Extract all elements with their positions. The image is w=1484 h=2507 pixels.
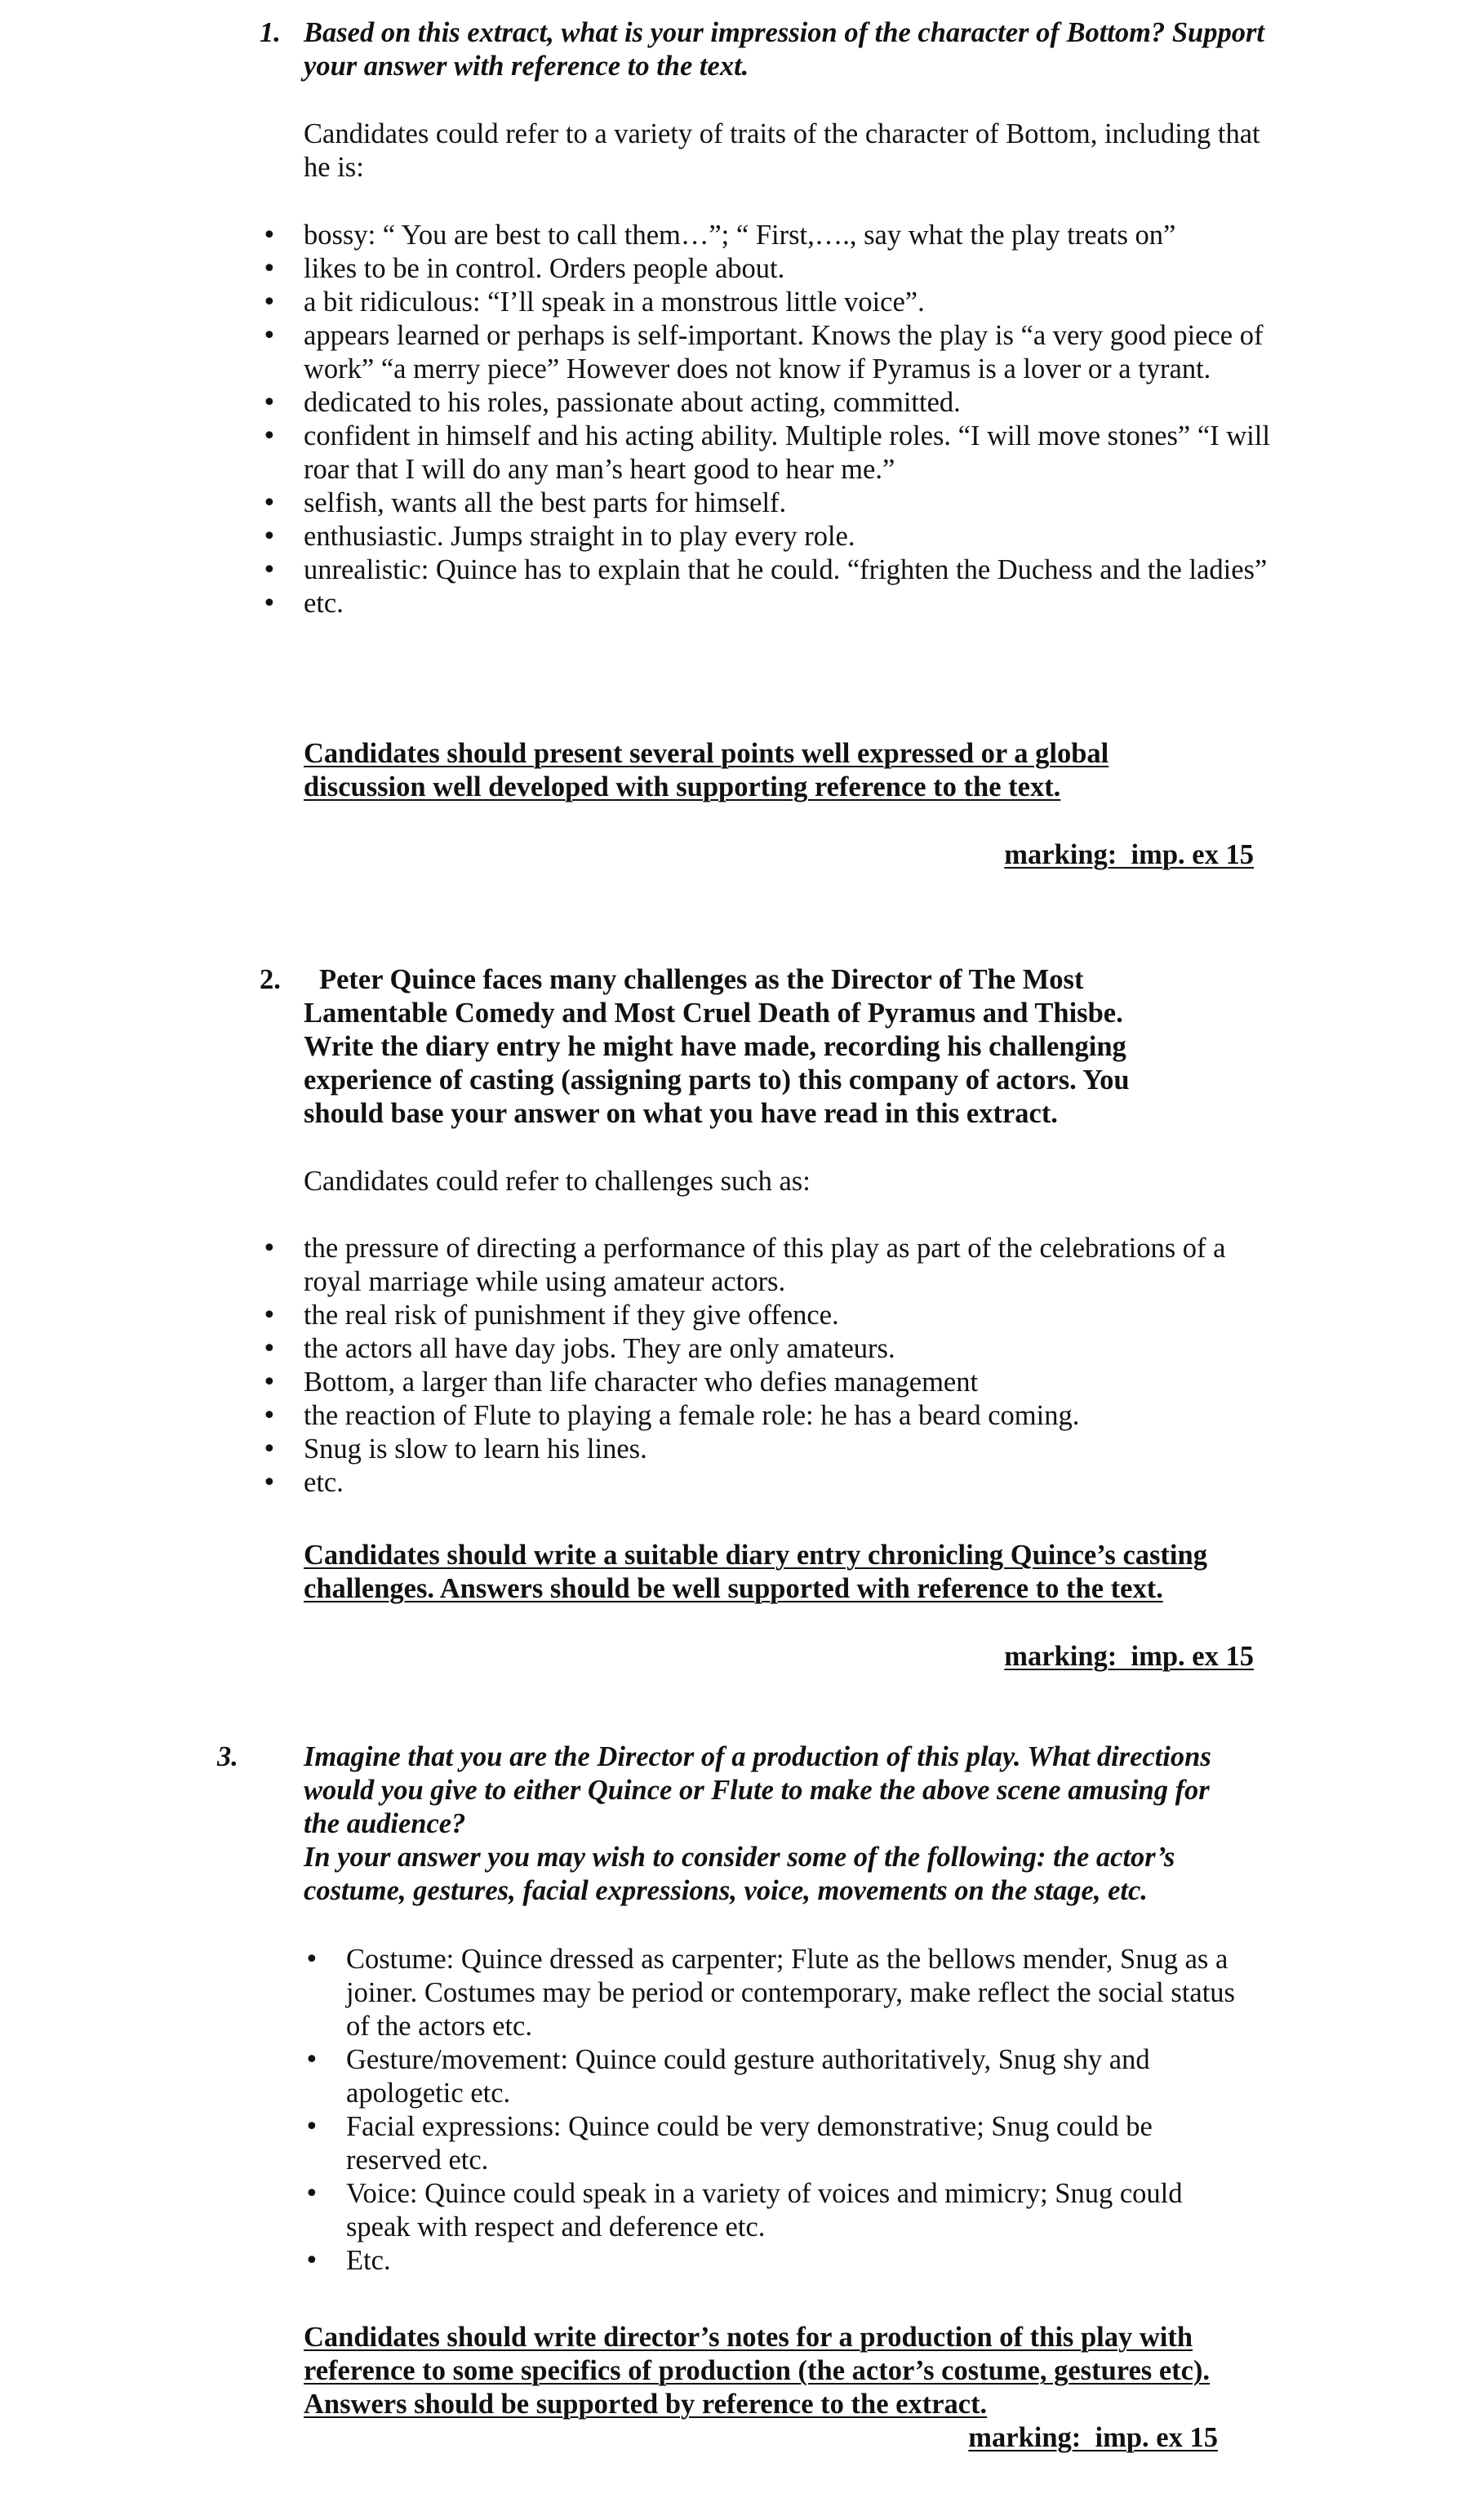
q1-guidance: Candidates should present several points well expressed or a global discussion well developed with supporting reference to the text. <box>304 738 1109 802</box>
q2-bullet: • the real risk of punishment if they give offence. <box>304 1299 1267 1332</box>
q2-guidance: Candidates should write a suitable diary entry chronicling Quince’s casting challenges. Answers should be well supported with reference to the text. <box>304 1540 1207 1604</box>
q1-bullet: • etc. <box>304 587 1275 620</box>
q1-bullet: • enthusiastic. Jumps straight in to play every role. <box>304 520 1275 553</box>
q3-question-extra: In your answer you may wish to consider some of the following: the actor’s costume, gestures, facial expressions, voice, movements on the stage, etc. <box>304 1842 1175 1906</box>
q1-number: 1. <box>260 17 281 48</box>
q3-marking: marking: imp. ex 15 <box>968 2422 1218 2453</box>
q2-bullet: • etc. <box>304 1466 1267 1500</box>
q3-bullet: • Facial expressions: Quince could be very demonstrative; Snug could be reserved etc. <box>346 2110 1252 2177</box>
q1-bullet: • appears learned or perhaps is self-important. Knows the play is “a very good piece of work” “a merry piece” However does not know if Pyramus is a lover or a tyrant. <box>304 319 1275 386</box>
q3-guidance: Candidates should write director’s notes for a production of this play with reference to some specifics of production (the actor’s costume, gestures etc). Answers should be supported by reference to the extract. <box>304 2322 1211 2420</box>
q1-bullet: • a bit ridiculous: “I’ll speak in a monstrous little voice”. <box>304 286 1275 319</box>
q3-question: Imagine that you are the Director of a production of this play. What directions would you give to either Quince or Flute to make the above scene amusing for the audience? <box>304 1741 1211 1839</box>
q3-bullet: • Voice: Quince could speak in a variety of voices and mimicry; Snug could speak with respect and deference etc. <box>346 2177 1252 2244</box>
q1-bullet: • selfish, wants all the best parts for himself. <box>304 487 1275 520</box>
q1-bullet: • confident in himself and his acting ability. Multiple roles. “I will move stones” “I will roar that I will do any man’s heart good to hear me.” <box>304 420 1275 487</box>
q3-number: 3. <box>217 1741 238 1772</box>
q2-bullet-list <box>304 1232 1267 1500</box>
q1-bullet-list <box>304 219 1275 620</box>
q2-marking: marking: imp. ex 15 <box>1004 1641 1254 1672</box>
q1-intro: Candidates could refer to a variety of traits of the character of Bottom, including that he is: <box>304 118 1260 183</box>
q1-bullet: • unrealistic: Quince has to explain that he could. “frighten the Duchess and the ladies” <box>304 553 1275 587</box>
q1-bullet: • bossy: “ You are best to call them…”; “ First,…., say what the play treats on” <box>304 219 1275 252</box>
q2-bullet: • Snug is slow to learn his lines. <box>304 1433 1267 1466</box>
q3-bullet: • Gesture/movement: Quince could gesture authoritatively, Snug shy and apologetic etc. <box>346 2043 1252 2110</box>
q2-question: Peter Quince faces many challenges as the Director of The Most Lamentable Comedy and Most Cruel Death of Pyramus and Thisbe. Write the diary entry he might have made, recording his challenging experience of casting (assigning parts to) this company of actors. You should base your answer on what you have read in this extract. <box>304 964 1130 1129</box>
q1-bullet: • dedicated to his roles, passionate about acting, committed. <box>304 386 1275 420</box>
q2-bullet: • the actors all have day jobs. They are only amateurs. <box>304 1332 1267 1366</box>
q2-bullet: • the pressure of directing a performance of this play as part of the celebrations of a royal marriage while using amateur actors. <box>304 1232 1267 1299</box>
q2-bullet: • the reaction of Flute to playing a female role: he has a beard coming. <box>304 1399 1267 1433</box>
q3-bullet-list <box>346 1943 1252 2278</box>
q1-marking: marking: imp. ex 15 <box>1004 839 1254 870</box>
q2-intro: Candidates could refer to challenges such as: <box>304 1166 811 1197</box>
q3-bullet: • Etc. <box>346 2244 1252 2278</box>
q3-bullet: • Costume: Quince dressed as carpenter; Flute as the bellows mender, Snug as a joiner. Costumes may be period or contemporary, make reflect the social status of the actors etc. <box>346 1943 1252 2043</box>
q1-bullet: • likes to be in control. Orders people about. <box>304 252 1275 286</box>
q1-question: Based on this extract, what is your impression of the character of Bottom? Support your answer with reference to the text. <box>304 17 1264 82</box>
q2-number: 2. <box>260 964 281 995</box>
q2-bullet: • Bottom, a larger than life character who defies management <box>304 1366 1267 1399</box>
